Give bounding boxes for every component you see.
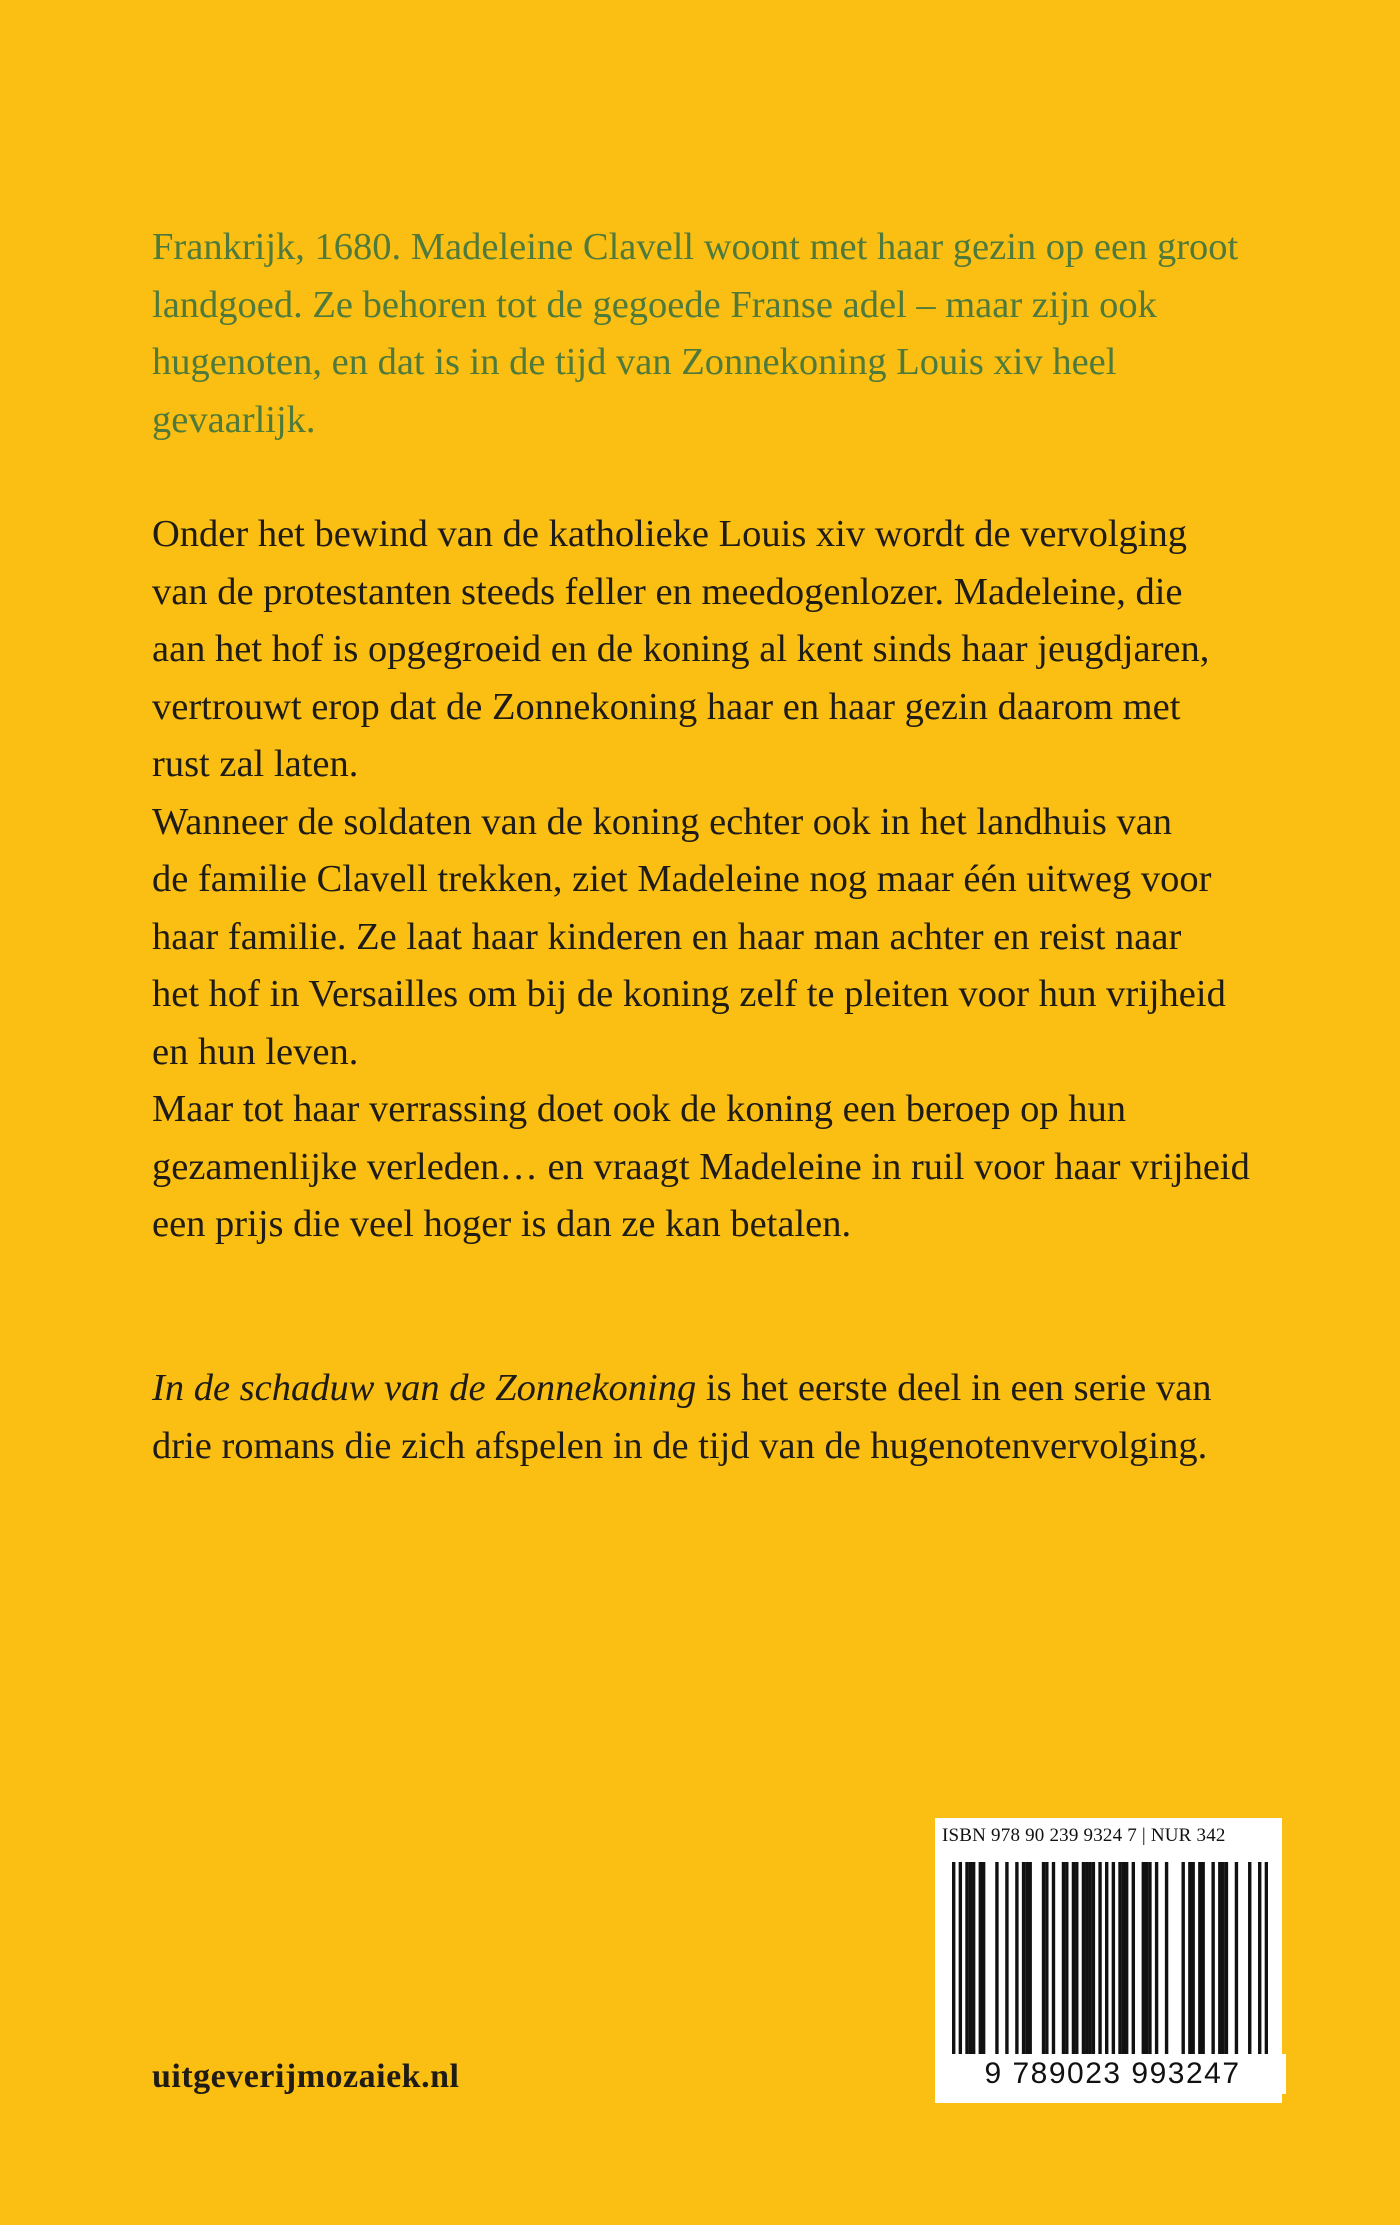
barcode-bar: [1062, 1862, 1065, 2074]
series-paragraph: [152, 1360, 1282, 1475]
barcode-bar: [1045, 1862, 1048, 2074]
barcode-bar: [1191, 1862, 1194, 2074]
barcode-bar: [1225, 1862, 1228, 2074]
barcode-bar: [1082, 1862, 1085, 2074]
barcode-bar: [1165, 1862, 1168, 2074]
barcode-bar: [1155, 1862, 1158, 2074]
barcode-bar: [1235, 1862, 1238, 2074]
barcode-bar: [1085, 1862, 1088, 2074]
barcode-bar: [1182, 1862, 1185, 2074]
barcode-bar: [1145, 1862, 1148, 2074]
barcode-bar: [1221, 1862, 1224, 2074]
isbn-caption: ISBN 978 90 239 9324 7 | NUR 342: [942, 1825, 1226, 1846]
series-description: is het eerste deel in een serie van drie romans die zich afspelen in de tijd van de hugenotenvervolging.: [152, 1367, 1212, 1467]
barcode-bar: [1125, 1862, 1128, 2074]
barcode-bar: [1022, 1862, 1025, 2074]
barcode-bar: [972, 1862, 975, 2074]
barcode-bar: [1025, 1862, 1028, 2074]
barcode-bar: [1029, 1862, 1032, 2074]
publisher-url: uitgeverijmozaiek.nl: [152, 2058, 460, 2095]
barcode-bar: [1015, 1862, 1018, 2074]
barcode-bar: [969, 1862, 972, 2074]
barcode-bar: [1092, 1862, 1095, 2074]
barcode-bar: [1088, 1862, 1091, 2074]
barcode-bar: [1065, 1862, 1068, 2074]
barcode-bar: [982, 1862, 985, 2074]
barcode-bar: [1005, 1862, 1008, 2074]
barcode-bar: [1148, 1862, 1151, 2074]
barcode-bar: [1198, 1862, 1201, 2074]
barcode-bar: [1201, 1862, 1204, 2074]
story-paragraph: Onder het bewind van de katholieke Louis xiv wordt de vervolging van de protestanten steeds feller en meedogenlozer. Madeleine, die aan het hof is opgegroeid en de koning al kent sinds haar jeugdjaren, vertrouwt erop dat de Zonnekoning haar en haar gezin daarom met rust zal laten. Wanneer de soldaten van de koning echter ook in het landhuis van de familie Clavell trekken, ziet Madeleine nog maar één uitweg voor haar familie. Ze laat haar kinderen en haar man achter en reist naar het hof in Versailles om bij de koning zelf te pleiten voor hun vrijheid en hun leven. Maar tot haar verrassing doet ook de koning een beroep op hun gezamenlijke verleden… en vraagt Madeleine in ruil voor haar vrijheid een prijs die veel hoger is dan ze kan betalen.: [152, 513, 1250, 1245]
barcode-bar: [1142, 1862, 1145, 2074]
barcode-bar: [1211, 1862, 1214, 2074]
barcode-bar: [1188, 1862, 1191, 2074]
barcode-bar: [1118, 1862, 1121, 2074]
barcode-bar: [1122, 1862, 1125, 2074]
barcode-bar: [1218, 1862, 1221, 2074]
barcode-bar: [979, 1862, 982, 2074]
barcode-bar: [1042, 1862, 1045, 2074]
barcode-digits: 9 789023 993247: [935, 2054, 1286, 2094]
intro-paragraph: Frankrijk, 1680. Madeleine Clavell woont met haar gezin op een groot landgoed. Ze behoren tot de gegoede Franse adel – maar zijn ook hugenoten, en dat is in de tijd van Zonnekoning Louis xiv heel gevaarlijk.: [152, 226, 1239, 441]
barcode-bar: [1075, 1862, 1078, 2074]
book-title: In de schaduw van de Zonnekoning: [152, 1367, 697, 1409]
barcode-bar: [1248, 1862, 1251, 2074]
barcode-bar: [1098, 1862, 1101, 2074]
barcode-bar: [1132, 1862, 1135, 2074]
barcode-bar: [1072, 1862, 1075, 2074]
barcode-bar: [965, 1862, 968, 2074]
barcode-bar: [995, 1862, 998, 2074]
barcode-panel: [935, 1818, 1282, 2103]
barcode-bar: [1052, 1862, 1055, 2074]
